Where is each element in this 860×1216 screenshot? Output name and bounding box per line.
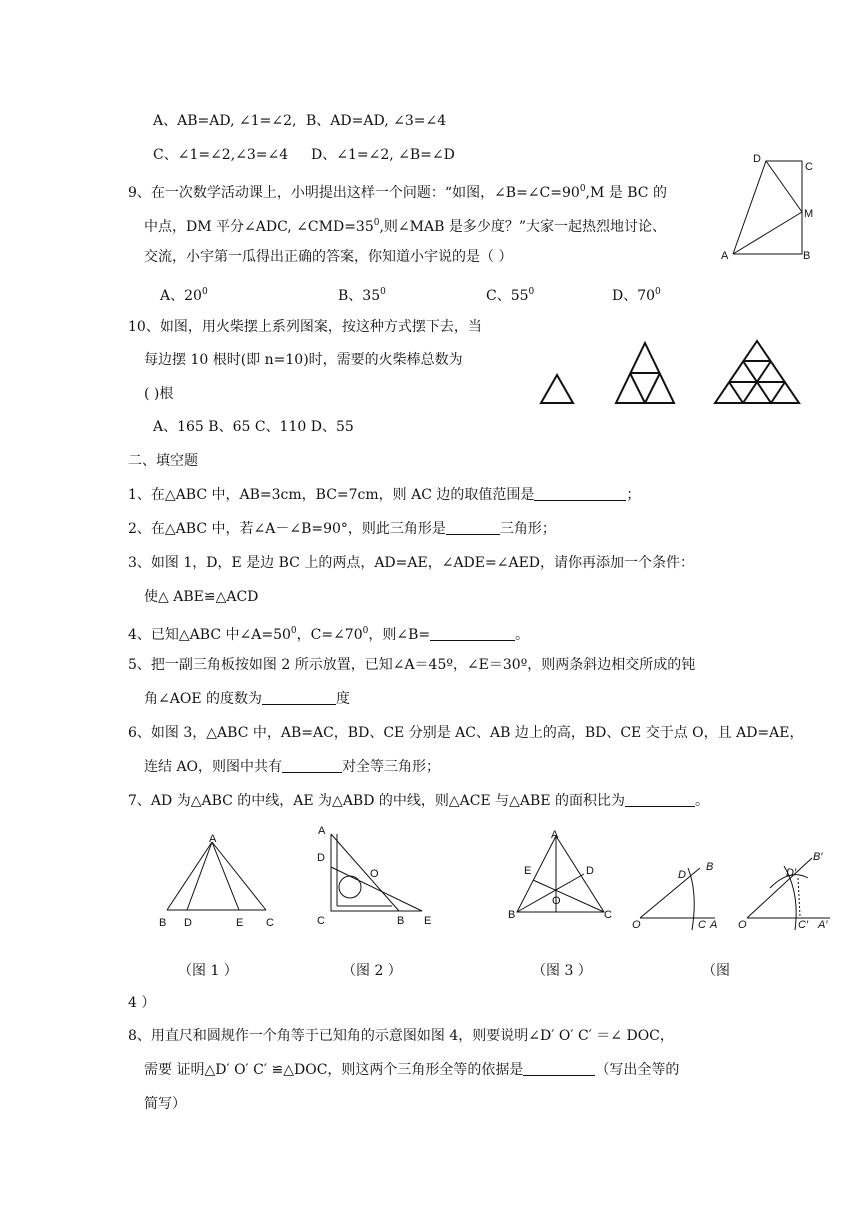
option-b: B、AD=AD, ∠3=∠4 [306, 113, 447, 129]
fill-7: 7、AD 为△ABC 的中线，AE 为△ABD 的中线，则△ACE 与△ABE 的面积比为 。 [128, 793, 709, 809]
fill-8b: 需要 证明△D′ O′ C′ ≌△DOC，则这两个三角形全等的依据是 （写出全等的 [144, 1062, 680, 1078]
label-d: D [753, 153, 761, 165]
label-m: M [804, 208, 814, 220]
fill-3a: 3、如图 1，D，E 是边 BC 上的两点，AD=AE，∠ADE=∠AED，请你再添加一个条件： [128, 555, 695, 571]
fig2-label-e: E [424, 915, 432, 927]
q10-line2: 每边摆 10 根时(即 n=10)时，需要的火柴棒总数为 [144, 352, 463, 368]
q9-opt-b: B、$35^0$ [338, 287, 386, 304]
fig3-label-o: O [552, 895, 561, 907]
fill-6b: 连结 AO，则图中共有 对全等三角形； [144, 759, 441, 775]
q9-opt-d: D、$70^0$ [612, 287, 661, 304]
fig3-label-e: E [524, 865, 532, 877]
q10-line1: 10、如图，用火柴摆上系列图案，按这种方式摆下去，当 [128, 319, 482, 335]
label-c: C [805, 161, 813, 173]
fig2-label-o: O [370, 868, 379, 880]
fill-8a: 8、用直尺和圆规作一个角等于已知角的示意图如图 4，则要说明∠D′ O′ C′ ＝∠ DOC， [128, 1028, 674, 1044]
figure-4 [630, 848, 830, 933]
q9-line3: 交流，小宇第一瓜得出正确的答案，你知道小宇说的是（ ） [144, 249, 513, 265]
label-b: B [803, 250, 811, 262]
fill-4: 4、已知△ABC 中$\angle A=50^0$，$C=\angle 70^0$，则∠B= 。 [128, 626, 530, 643]
section-title: 二、填空题 [128, 453, 198, 469]
fig1-label-d: D [184, 917, 192, 929]
label-a: A [721, 250, 729, 262]
q9-line2: 中点，DM 平分∠ADC, $\angle CMD=35^0$,则∠MAB 是多少度？”大家一起热烈地讨论、 [144, 218, 667, 235]
option-c: C、∠1=∠2,∠3=∠4 [153, 147, 289, 163]
caption-fig3: （图 3 ） [532, 963, 592, 979]
caption-fig4b: 4 ） [128, 995, 156, 1011]
fill-5a: 5、把一副三角板按如图 2 所示放置，已知∠A＝45º，∠E＝30º，则两条斜边相交所成的钝 [128, 657, 696, 673]
caption-fig2: （图 2 ） [342, 963, 402, 979]
q9-figure [715, 148, 825, 266]
fig2-label-b: B [397, 915, 405, 927]
fig1-label-b: B [159, 917, 167, 929]
fig4-label-a2: A′ [818, 919, 828, 931]
fig2-label-a: A [318, 825, 326, 837]
caption-fig1: （图 1 ） [178, 963, 238, 979]
fig3-label-c: C [604, 909, 612, 921]
fig1-label-a: A [209, 833, 217, 845]
option-d: D、∠1=∠2, ∠B=∠D [311, 147, 455, 163]
fig3-label-d: D [586, 865, 594, 877]
fill-2: 2、在△ABC 中，若∠A－∠B=90°，则此三角形是 三角形； [128, 521, 556, 537]
q10-line3: ( )根 [144, 386, 174, 402]
fill-1: 1、在△ABC 中，AB=3cm，BC=7cm，则 AC 边的取值范围是 ； [128, 487, 641, 503]
fig2-label-c: C [317, 915, 325, 927]
fig4-label-b: B [706, 861, 714, 873]
fig3-label-a: A [551, 829, 559, 841]
q10-options: A、165 B、65 C、110 D、55 [153, 419, 354, 435]
fill-3b: 使△ ABE≌△ACD [144, 589, 259, 605]
fill-5b: 角∠AOE 的度数为 度 [144, 691, 350, 707]
fig1-label-c: C [266, 917, 274, 929]
figure-1 [150, 832, 285, 932]
fig4-label-d2: D′ [786, 867, 797, 879]
caption-fig4a: （图 [702, 963, 730, 979]
fig3-label-b: B [508, 909, 516, 921]
figure-3 [500, 824, 625, 929]
fig4-label-a: A [710, 919, 718, 931]
fig4-label-o: O [632, 919, 641, 931]
fig4-label-b2: B′ [813, 851, 823, 863]
fill-8c: 简写） [144, 1096, 186, 1112]
fig4-label-c: C [698, 919, 706, 931]
q9-opt-c: C、$55^0$ [486, 287, 535, 304]
fig1-label-e: E [236, 917, 244, 929]
option-a: A、AB=AD, ∠1=∠2, [153, 113, 297, 129]
fig4-label-o2: O [738, 919, 747, 931]
fig2-label-d: D [317, 852, 325, 864]
q9-opt-a: A、$20^0$ [160, 287, 208, 304]
matchstick-figures [530, 336, 825, 416]
q9-line1: 9、在一次数学活动课上，小明提出这样一个问题：“如图，$\angle B=\angle C=90^0,M$ 是 BC 的 [128, 184, 667, 201]
figure-2 [312, 820, 442, 930]
fig4-label-d: D [678, 869, 686, 881]
fill-6a: 6、如图 3，△ABC 中，AB=AC，BD、CE 分别是 AC、AB 边上的高，BD、CE 交于点 O，且 AD=AE， [128, 725, 804, 741]
fig4-label-c2: C′ [798, 919, 809, 931]
